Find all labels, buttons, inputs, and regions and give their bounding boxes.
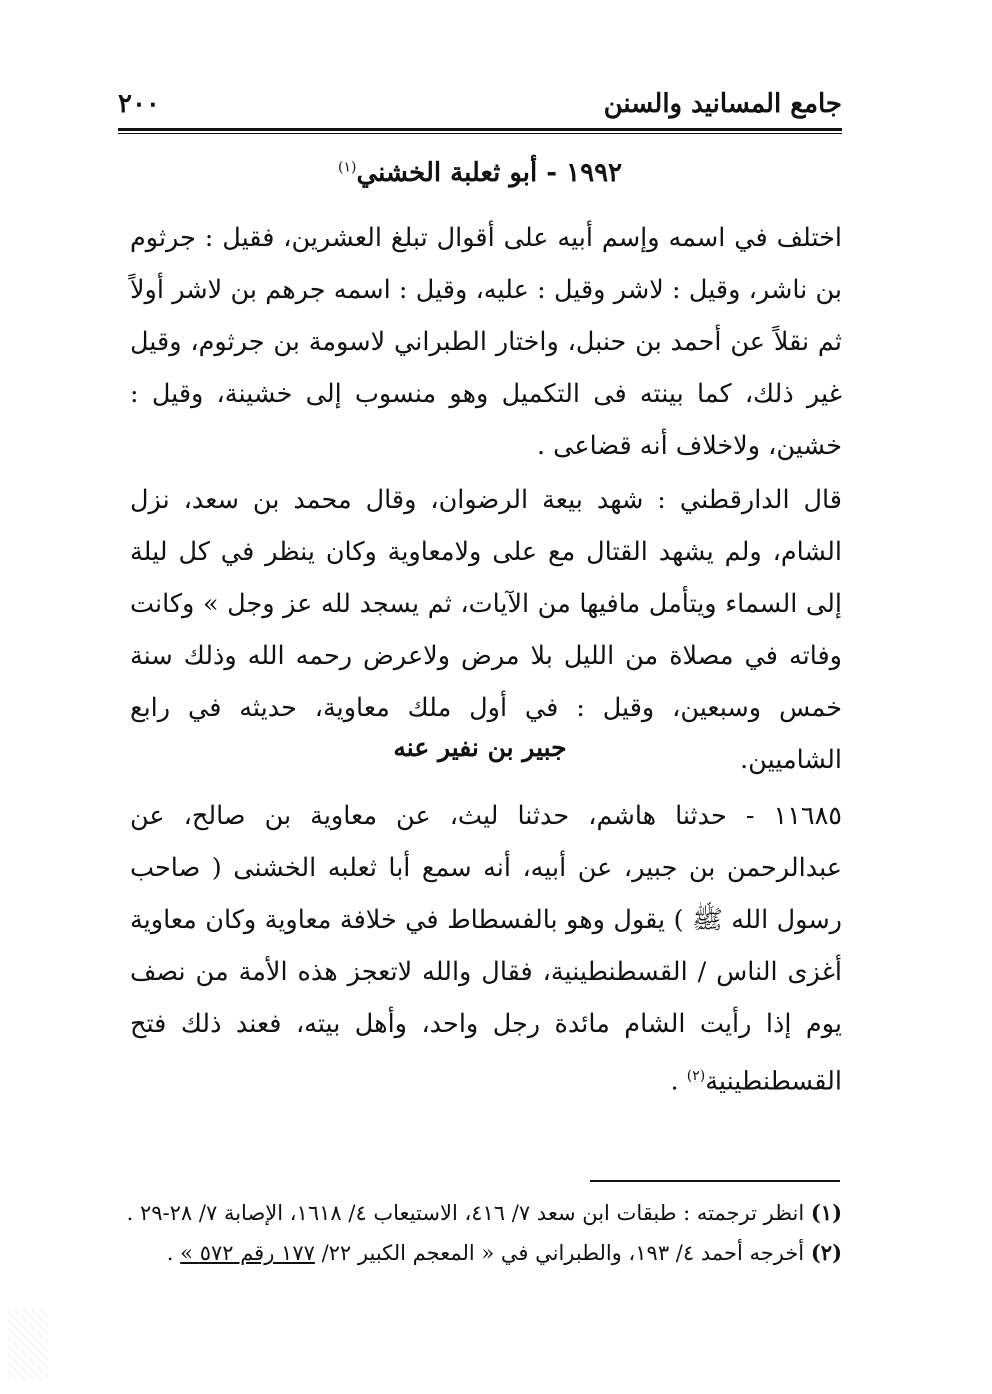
footnote-1-ref: (١) [810, 1200, 842, 1225]
footnote-1 [118, 1193, 842, 1233]
page-number: ٢٠٠ [118, 89, 160, 119]
entry-heading [118, 158, 842, 188]
entry-title: ١٩٩٢ - أبو ثعلبة الخشني [356, 158, 623, 188]
footnote-marker-1: (١) [337, 159, 357, 176]
footnote-separator [590, 1180, 840, 1182]
footnote-1-text: انظر ترجمته : طبقات ابن سعد ٧/ ٤١٦، الاستيعاب ٤/ ١٦١٨، الإصابة ٧/ ٢٨-٢٩ . [126, 1201, 805, 1225]
hadith-paragraph [130, 790, 842, 1108]
hadith-text: ١١٦٨٥ - حدثنا هاشم، حدثنا ليث، عن معاوية بن صالح، عن عبدالرحمن بن جبير، عن أبيه، أنه سمع أبا ثعلبه الخشنى ( صاحب رسول الله ﷺ ) يقول وهو بالفسطاط في خلافة معاوية وكان معاوية أغزى الناس / القسطنطينية، فقال والله لاتعجز هذه الأمة من نصف يوم إذا رأيت الشام مائدة رجل واحد، وأهل بيته، فعند ذلك فتح القسطنطينية [130, 801, 842, 1097]
biography-paragraph-1: اختلف في اسمه وإسم أبيه على أقوال تبلغ العشرين، فقيل : جرثوم بن ناشر، وقيل : لاشر وقيل : عليه، وقيل : اسمه جرهم بن لاشر أولاً ثم نقلاً عن أحمد بن حنبل، واختار الطبراني لاسومة بن جرثوم، وقيل غير ذلك، كما بينته فى التكميل وهو منسوب إلى خشينة، وقيل : خشين، ولاخلاف أنه قضاعى . [130, 223, 842, 461]
footnote-2 [118, 1233, 842, 1273]
section-heading: جبير بن نفير عنه [393, 733, 567, 762]
scan-noise [8, 1310, 48, 1380]
page-header [118, 82, 842, 126]
footnote-2-underlined: ١٧٧ رقم ٥٧٢ » [180, 1241, 315, 1265]
header-rule-thin [118, 133, 842, 134]
footnote-2-end: . [166, 1241, 181, 1265]
hadith-end: . [670, 1066, 687, 1097]
footnote-2-text: أخرجه أحمد ٤/ ١٩٣، والطبراني في « المعجم الكبير ٢٢/ [314, 1241, 805, 1265]
running-title: جامع المسانيد والسنن [603, 89, 842, 119]
footnote-marker-2: (٢) [686, 1068, 706, 1084]
footnotes [118, 1193, 842, 1273]
biography-paragraph-2: قال الدارقطني : شهد بيعة الرضوان، وقال محمد بن سعد، نزل الشام، ولم يشهد القتال مع على ولامعاوية وكان ينظر في كل ليلة إلى السماء ويتأمل مافيها من الآيات، ثم يسجد لله عز وجل » وكانت وفاته في مصلاة من الليل بلا مرض ولاعرض رحمه الله وذلك سنة خمس وسبعين، وقيل : في أول ملك معاوية، حديثه في رابع الشاميين. [130, 485, 842, 775]
header-rule-thick [118, 128, 842, 131]
footnote-2-ref: (٢) [810, 1240, 842, 1265]
